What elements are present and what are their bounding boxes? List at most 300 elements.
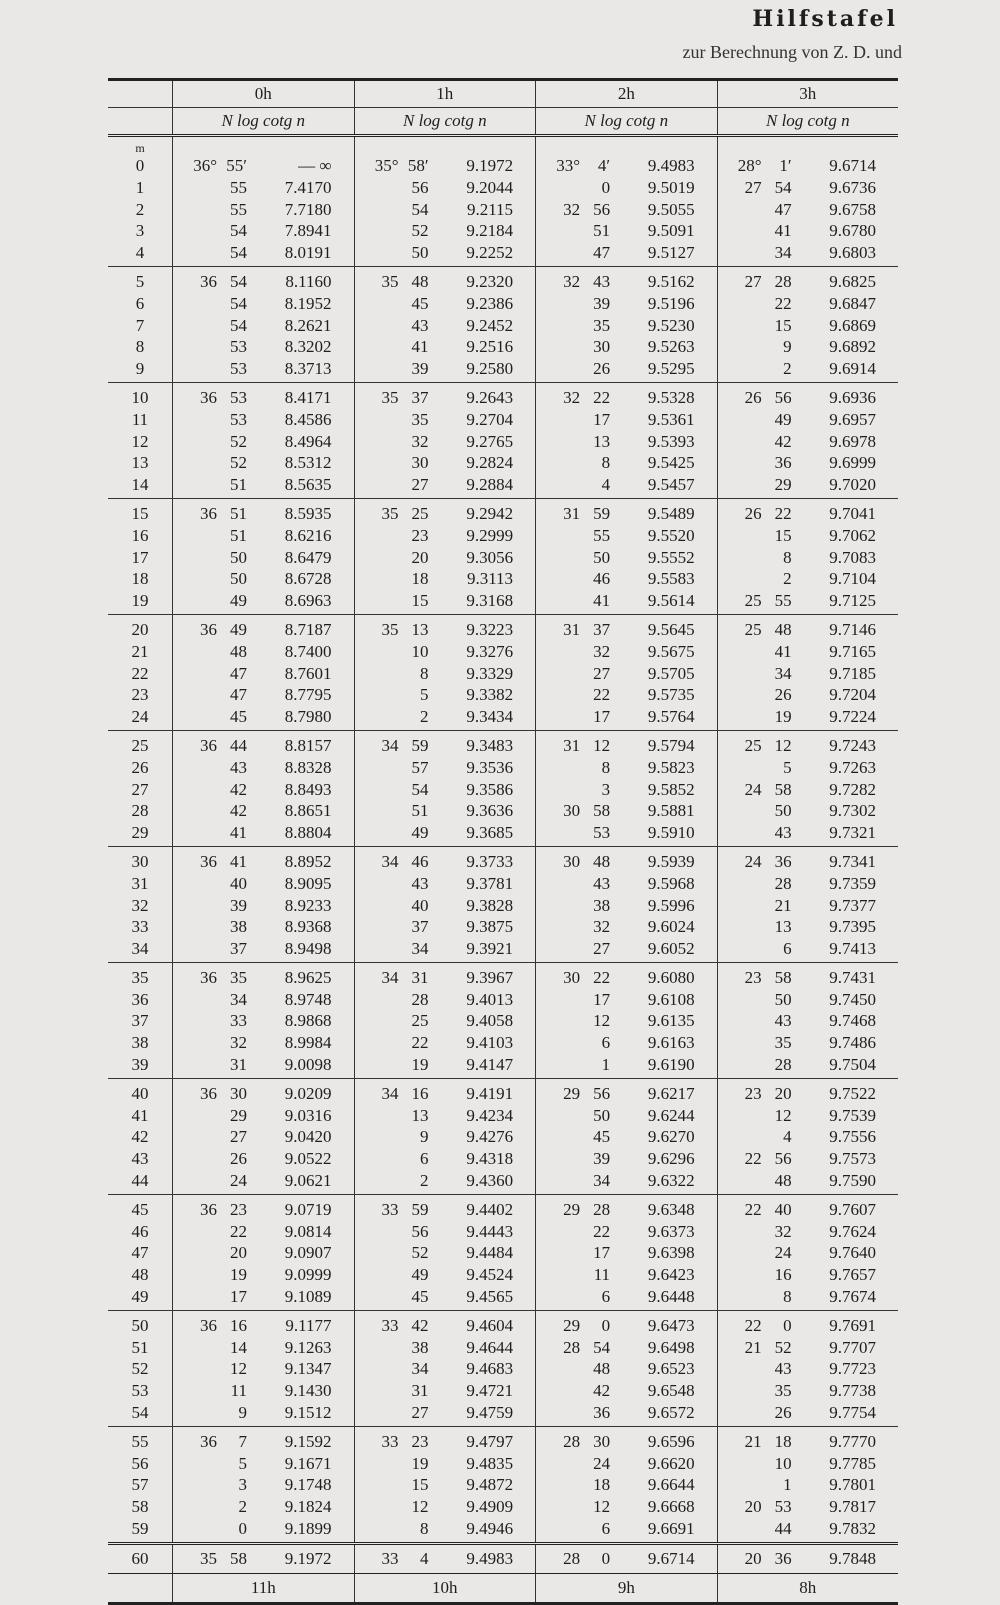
log-cotg-value: 9.6080 xyxy=(647,967,695,987)
arcminute-value: 32 xyxy=(593,917,611,937)
arcminute-value: 50 xyxy=(593,1105,611,1125)
arcminute-value: 54 xyxy=(593,1337,611,1357)
table-row xyxy=(536,800,717,822)
log-cotg-value: 9.5393 xyxy=(647,431,695,451)
hour-column-cell xyxy=(717,1194,898,1310)
arcminute-value: 28 xyxy=(593,1199,611,1219)
degree-value xyxy=(355,916,399,938)
table-row xyxy=(718,358,898,380)
arcminute-value: 32 xyxy=(774,1221,792,1241)
table-row xyxy=(173,336,354,358)
minute-value: 52 xyxy=(131,1359,149,1379)
arcminute-value: 3 xyxy=(238,1475,247,1495)
table-row xyxy=(355,1105,536,1127)
minute-value: 2 xyxy=(135,199,145,219)
table-row xyxy=(173,242,354,264)
degree-value xyxy=(536,822,580,844)
degree-value: 20 xyxy=(744,1497,762,1517)
degree-value xyxy=(718,474,762,496)
arcminute-value: 6 xyxy=(420,1149,429,1169)
log-cotg-value: 9.7817 xyxy=(829,1497,876,1517)
minute-value: 53 xyxy=(131,1381,149,1401)
log-cotg-value: 9.7468 xyxy=(829,1011,876,1031)
data-table xyxy=(108,78,898,1605)
arcminute-value: 21 xyxy=(774,895,792,915)
log-cotg-value: 9.6572 xyxy=(647,1403,695,1423)
table-row xyxy=(173,757,354,779)
degree-value xyxy=(718,199,762,221)
degree-value xyxy=(355,989,399,1011)
degree-value xyxy=(173,757,217,779)
log-cotg-value: 9.1263 xyxy=(284,1337,332,1357)
minute-value: 44 xyxy=(131,1171,149,1191)
arcminute-value: 50 xyxy=(230,547,247,567)
arcminute-value: 34 xyxy=(593,1171,611,1191)
arcminute-value: 19 xyxy=(411,1055,429,1075)
hour-column-cell xyxy=(717,846,898,962)
log-cotg-value: 8.4171 xyxy=(284,387,332,407)
arcminute-value: 50 xyxy=(774,801,792,821)
table-row xyxy=(536,358,717,380)
log-cotg-value: 9.3223 xyxy=(466,619,514,639)
arcminute-value: 28 xyxy=(411,989,429,1009)
log-cotg-value: 9.4484 xyxy=(466,1243,514,1263)
final-row-cell xyxy=(354,1543,536,1573)
minute-value: 27 xyxy=(131,779,149,799)
minute-value: 24 xyxy=(131,707,149,727)
degree-value xyxy=(355,1358,399,1380)
degree-value xyxy=(536,452,580,474)
minute-value: 56 xyxy=(131,1453,149,1473)
log-cotg-value: 9.7640 xyxy=(829,1243,876,1263)
log-cotg-value: 8.1160 xyxy=(285,271,332,291)
degree-value xyxy=(173,336,217,358)
hour-column-cell xyxy=(354,1078,536,1194)
log-cotg-value: 9.4604 xyxy=(466,1315,514,1335)
table-row xyxy=(173,800,354,822)
table-row xyxy=(718,938,898,960)
degree-value xyxy=(718,873,762,895)
hour-column-cell xyxy=(173,382,355,498)
table-row xyxy=(173,735,354,757)
degree-value: 22 xyxy=(744,1149,762,1169)
log-cotg-value: 9.1972 xyxy=(284,1548,332,1568)
table-row xyxy=(718,1199,898,1221)
table-row xyxy=(355,525,536,547)
arcminute-value: 12 xyxy=(411,1497,429,1517)
degree-value xyxy=(355,779,399,801)
arcminute-value: 8 xyxy=(420,1519,429,1539)
log-cotg-value: 9.4759 xyxy=(466,1403,514,1423)
minute-value: 54 xyxy=(131,1403,149,1423)
log-cotg-value: 9.5425 xyxy=(647,453,695,473)
table-row xyxy=(355,779,536,801)
log-cotg-value: 9.6163 xyxy=(647,1033,695,1053)
table-row xyxy=(355,1549,536,1569)
table-row xyxy=(173,641,354,663)
log-cotg-value: 9.0522 xyxy=(284,1149,332,1169)
log-cotg-value: 9.6714 xyxy=(647,1548,695,1568)
table-block xyxy=(108,382,898,498)
log-cotg-value: 9.4013 xyxy=(466,989,514,1009)
arcminute-value: 17 xyxy=(593,409,611,429)
log-cotg-value: 9.0316 xyxy=(284,1105,332,1125)
arcminute-value: 19 xyxy=(774,707,792,727)
arcminute-value: 41 xyxy=(593,591,611,611)
log-cotg-value: 9.1592 xyxy=(284,1431,332,1451)
table-row xyxy=(718,474,898,496)
degree-value xyxy=(536,220,580,242)
log-cotg-value: 9.5583 xyxy=(647,569,695,589)
arcminute-value: 58′ xyxy=(407,156,429,175)
arcminute-value: 43 xyxy=(593,873,611,893)
log-cotg-value: 9.3483 xyxy=(466,735,514,755)
arcminute-value: 28 xyxy=(774,873,792,893)
degree-value xyxy=(173,873,217,895)
table-row xyxy=(718,1549,898,1569)
arcminute-value: 6 xyxy=(601,1287,611,1307)
minute-cell xyxy=(108,1310,173,1426)
table-row xyxy=(536,916,717,938)
table-row xyxy=(355,1054,536,1076)
log-cotg-value: 9.6714 xyxy=(829,156,876,175)
degree-value xyxy=(173,895,217,917)
log-cotg-value: 9.6108 xyxy=(647,989,695,1009)
arcminute-value: 55 xyxy=(774,591,792,611)
arcminute-value: 12 xyxy=(593,1011,611,1031)
degree-value xyxy=(536,873,580,895)
table-row xyxy=(718,1496,898,1518)
degree-value: 35 xyxy=(381,619,399,639)
log-cotg-value: 9.6217 xyxy=(647,1083,695,1103)
degree-value xyxy=(718,1105,762,1127)
table-row xyxy=(718,1054,898,1076)
log-cotg-value: 9.7125 xyxy=(829,591,876,611)
table-row xyxy=(173,916,354,938)
minute-value: 32 xyxy=(131,895,149,915)
degree-value: 33 xyxy=(381,1431,399,1451)
log-cotg-value: 9.7041 xyxy=(829,503,876,523)
arcminute-value: 52 xyxy=(411,1243,429,1263)
log-cotg-value: 9.2184 xyxy=(466,221,514,241)
arcminute-value: 9 xyxy=(238,1403,247,1423)
log-cotg-value: 9.7624 xyxy=(829,1221,876,1241)
arcminute-value: 0 xyxy=(601,1548,611,1568)
degree-value xyxy=(173,1126,217,1148)
arcminute-value: 55 xyxy=(230,177,247,197)
log-cotg-value: 9.0098 xyxy=(284,1055,332,1075)
table-row xyxy=(355,1496,536,1518)
log-cotg-value: 8.9095 xyxy=(284,873,332,893)
minute-value: 30 xyxy=(131,851,149,871)
table-row xyxy=(355,590,536,612)
minute-cell xyxy=(108,846,173,962)
degree-value xyxy=(718,1402,762,1424)
table-row xyxy=(718,242,898,264)
log-cotg-value: 8.9498 xyxy=(284,939,332,959)
degree-value xyxy=(173,800,217,822)
degree-value xyxy=(355,1148,399,1170)
degree-value xyxy=(173,1242,217,1264)
degree-value xyxy=(355,452,399,474)
degree-value: 24 xyxy=(744,779,762,799)
arcminute-value: 34 xyxy=(774,663,792,683)
log-cotg-value: 9.4983 xyxy=(647,156,695,175)
log-cotg-value: 9.4946 xyxy=(466,1519,514,1539)
table-block xyxy=(108,1194,898,1310)
table-row xyxy=(173,220,354,242)
log-cotg-value: 9.6957 xyxy=(829,409,876,429)
arcminute-value: 8 xyxy=(420,663,429,683)
table-row xyxy=(355,199,536,221)
degree-value xyxy=(718,1032,762,1054)
table-row xyxy=(718,1474,898,1496)
log-cotg-value: 9.7607 xyxy=(829,1199,876,1219)
arcminute-value: 34 xyxy=(774,243,792,263)
degree-value: 33 xyxy=(381,1315,399,1335)
hour-column-cell xyxy=(717,1078,898,1194)
log-cotg-value: 9.1748 xyxy=(284,1475,332,1495)
arcminute-value: 45 xyxy=(411,1287,429,1307)
degree-value xyxy=(173,525,217,547)
degree-value xyxy=(173,474,217,496)
log-cotg-value: 9.4318 xyxy=(466,1149,514,1169)
table-row xyxy=(355,757,536,779)
log-cotg-value: 8.5312 xyxy=(284,453,332,473)
arcminute-value: 59 xyxy=(411,1199,429,1219)
minute-cell xyxy=(108,136,173,267)
hour-column-cell xyxy=(173,136,355,267)
degree-value xyxy=(173,1337,217,1359)
arcminute-value: 43 xyxy=(774,1359,792,1379)
arcminute-value: 7 xyxy=(238,1431,247,1451)
arcminute-value: 22 xyxy=(593,967,611,987)
table-row xyxy=(173,1148,354,1170)
degree-value xyxy=(355,315,399,337)
table-row xyxy=(355,1358,536,1380)
log-cotg-value: 8.5935 xyxy=(284,503,332,523)
hour-column-cell xyxy=(536,1078,718,1194)
log-cotg-value: 9.1512 xyxy=(284,1403,332,1423)
degree-value xyxy=(718,547,762,569)
degree-value xyxy=(355,547,399,569)
log-cotg-value: 8.8328 xyxy=(284,757,332,777)
log-cotg-value: 9.1671 xyxy=(284,1453,332,1473)
minute-value: 28 xyxy=(131,801,149,821)
hour-column-cell xyxy=(354,962,536,1078)
log-cotg-value: 9.1899 xyxy=(284,1519,332,1539)
log-cotg-value: 9.5705 xyxy=(647,663,695,683)
hour-column-cell xyxy=(536,1194,718,1310)
arcminute-value: 31 xyxy=(411,1381,429,1401)
arcminute-value: 20 xyxy=(230,1243,247,1263)
degree-value: 26 xyxy=(744,503,762,523)
log-cotg-value: 9.7450 xyxy=(829,989,876,1009)
column-header-1: N log cotg n xyxy=(354,108,536,136)
degree-value xyxy=(536,1286,580,1308)
table-row xyxy=(173,315,354,337)
arcminute-value: 44 xyxy=(230,735,247,755)
minute-value: 57 xyxy=(131,1475,149,1495)
table-row xyxy=(718,1518,898,1540)
arcminute-value: 58 xyxy=(230,1548,247,1568)
arcminute-value: 44 xyxy=(774,1519,792,1539)
arcminute-value: 50 xyxy=(411,243,429,263)
table-row xyxy=(355,358,536,380)
arcminute-value: 50 xyxy=(593,547,611,567)
table-row xyxy=(173,1431,354,1453)
log-cotg-value: 8.8157 xyxy=(284,735,332,755)
log-cotg-value: 9.2704 xyxy=(466,409,514,429)
hour-column-cell xyxy=(536,730,718,846)
hour-column-cell xyxy=(173,614,355,730)
degree-value: 31 xyxy=(563,735,581,755)
degree-value xyxy=(173,663,217,685)
degree-value xyxy=(173,1105,217,1127)
degree-value: 32 xyxy=(563,271,581,291)
arcminute-value: 27 xyxy=(411,475,429,495)
table-row xyxy=(355,1083,536,1105)
minute-value: 22 xyxy=(131,663,149,683)
degree-value xyxy=(173,1286,217,1308)
table-row xyxy=(718,452,898,474)
log-cotg-value: 9.6373 xyxy=(647,1221,695,1241)
degree-value: 35 xyxy=(381,503,399,523)
arcminute-value: 56 xyxy=(774,1149,792,1169)
log-cotg-value: 9.7770 xyxy=(829,1431,876,1451)
arcminute-value: 26 xyxy=(774,685,792,705)
table-row xyxy=(173,938,354,960)
degree-value xyxy=(718,336,762,358)
log-cotg-value: 9.4360 xyxy=(466,1171,514,1191)
degree-value xyxy=(173,293,217,315)
arcminute-value: 1 xyxy=(601,1055,611,1075)
arcminute-value: 53 xyxy=(230,387,247,407)
arcminute-value: 59 xyxy=(593,503,611,523)
log-cotg-value: 9.7801 xyxy=(829,1475,876,1495)
degree-value xyxy=(536,568,580,590)
arcminute-value: 2 xyxy=(420,707,429,727)
degree-value xyxy=(536,315,580,337)
arcminute-value: 41 xyxy=(230,851,247,871)
degree-value: 22 xyxy=(744,1199,762,1219)
table-row xyxy=(718,800,898,822)
table-row xyxy=(173,663,354,685)
hour-column-cell xyxy=(354,1310,536,1426)
table-row xyxy=(173,1221,354,1243)
degree-value xyxy=(173,1402,217,1424)
table-row xyxy=(718,271,898,293)
log-cotg-value: 9.5263 xyxy=(647,337,695,357)
degree-value xyxy=(355,177,399,199)
minute-value: 51 xyxy=(131,1337,149,1357)
degree-value xyxy=(536,177,580,199)
arcminute-value: 17 xyxy=(230,1287,247,1307)
log-cotg-value: 9.6936 xyxy=(829,387,876,407)
log-cotg-value: 9.5764 xyxy=(647,707,695,727)
table-row xyxy=(173,474,354,496)
degree-value xyxy=(718,1286,762,1308)
arcminute-value: 22 xyxy=(230,1221,247,1241)
log-cotg-value: 9.1430 xyxy=(284,1381,332,1401)
hour-column-cell xyxy=(354,382,536,498)
degree-value xyxy=(536,916,580,938)
log-cotg-value: 9.5939 xyxy=(647,851,695,871)
arcminute-value: 22 xyxy=(774,503,792,523)
log-cotg-value: 9.0999 xyxy=(284,1265,332,1285)
table-row xyxy=(536,1315,717,1337)
table-row xyxy=(718,873,898,895)
table-row xyxy=(536,663,717,685)
degree-value xyxy=(173,1170,217,1192)
degree-value: 33 xyxy=(381,1548,399,1568)
log-cotg-value: — ∞ xyxy=(298,156,332,175)
table-block xyxy=(108,1426,898,1543)
log-cotg-value: 9.5019 xyxy=(647,177,695,197)
table-row xyxy=(355,547,536,569)
table-row xyxy=(536,452,717,474)
degree-value xyxy=(355,873,399,895)
degree-value xyxy=(355,199,399,221)
degree-value: 23 xyxy=(744,1083,762,1103)
arcminute-value: 53 xyxy=(774,1497,792,1517)
degree-value: 25 xyxy=(744,735,762,755)
hour-column-cell xyxy=(536,846,718,962)
degree-value xyxy=(718,1221,762,1243)
arcminute-value: 13 xyxy=(774,917,792,937)
arcminute-value: 22 xyxy=(593,387,611,407)
arcminute-value: 37 xyxy=(411,917,429,937)
degree-value: 27 xyxy=(744,271,762,291)
arcminute-value: 26 xyxy=(230,1149,247,1169)
degree-value xyxy=(173,409,217,431)
degree-value: 27 xyxy=(744,177,762,197)
degree-value: 36 xyxy=(200,735,217,755)
log-cotg-value: 8.6479 xyxy=(284,547,332,567)
degree-value xyxy=(355,220,399,242)
hour-header-0: 0h xyxy=(173,80,355,108)
degree-value xyxy=(355,568,399,590)
hour-column-cell xyxy=(717,1310,898,1426)
table-row xyxy=(355,387,536,409)
degree-value xyxy=(718,1170,762,1192)
table-row xyxy=(536,590,717,612)
table-row xyxy=(536,873,717,895)
minute-cell: 60 xyxy=(108,1543,173,1573)
arcminute-value: 49 xyxy=(230,591,247,611)
table-row xyxy=(718,706,898,728)
log-cotg-value: 9.7486 xyxy=(829,1033,876,1053)
hour-column-cell xyxy=(717,382,898,498)
log-cotg-value: 9.2999 xyxy=(466,525,514,545)
arcminute-value: 27 xyxy=(593,939,611,959)
degree-value xyxy=(718,220,762,242)
degree-value: 23 xyxy=(744,967,762,987)
table-row xyxy=(718,315,898,337)
log-cotg-value: 8.2621 xyxy=(284,315,332,335)
arcminute-value: 41 xyxy=(774,221,792,241)
degree-value xyxy=(173,220,217,242)
log-cotg-value: 9.6758 xyxy=(829,199,876,219)
degree-value xyxy=(718,663,762,685)
minute-value: 5 xyxy=(135,271,145,291)
arcminute-value: 0 xyxy=(601,177,611,197)
table-row xyxy=(355,336,536,358)
arcminute-value: 10 xyxy=(774,1453,792,1473)
log-cotg-value: 9.0621 xyxy=(284,1171,332,1191)
minute-value: 11 xyxy=(131,409,149,429)
arcminute-value: 54 xyxy=(230,315,247,335)
